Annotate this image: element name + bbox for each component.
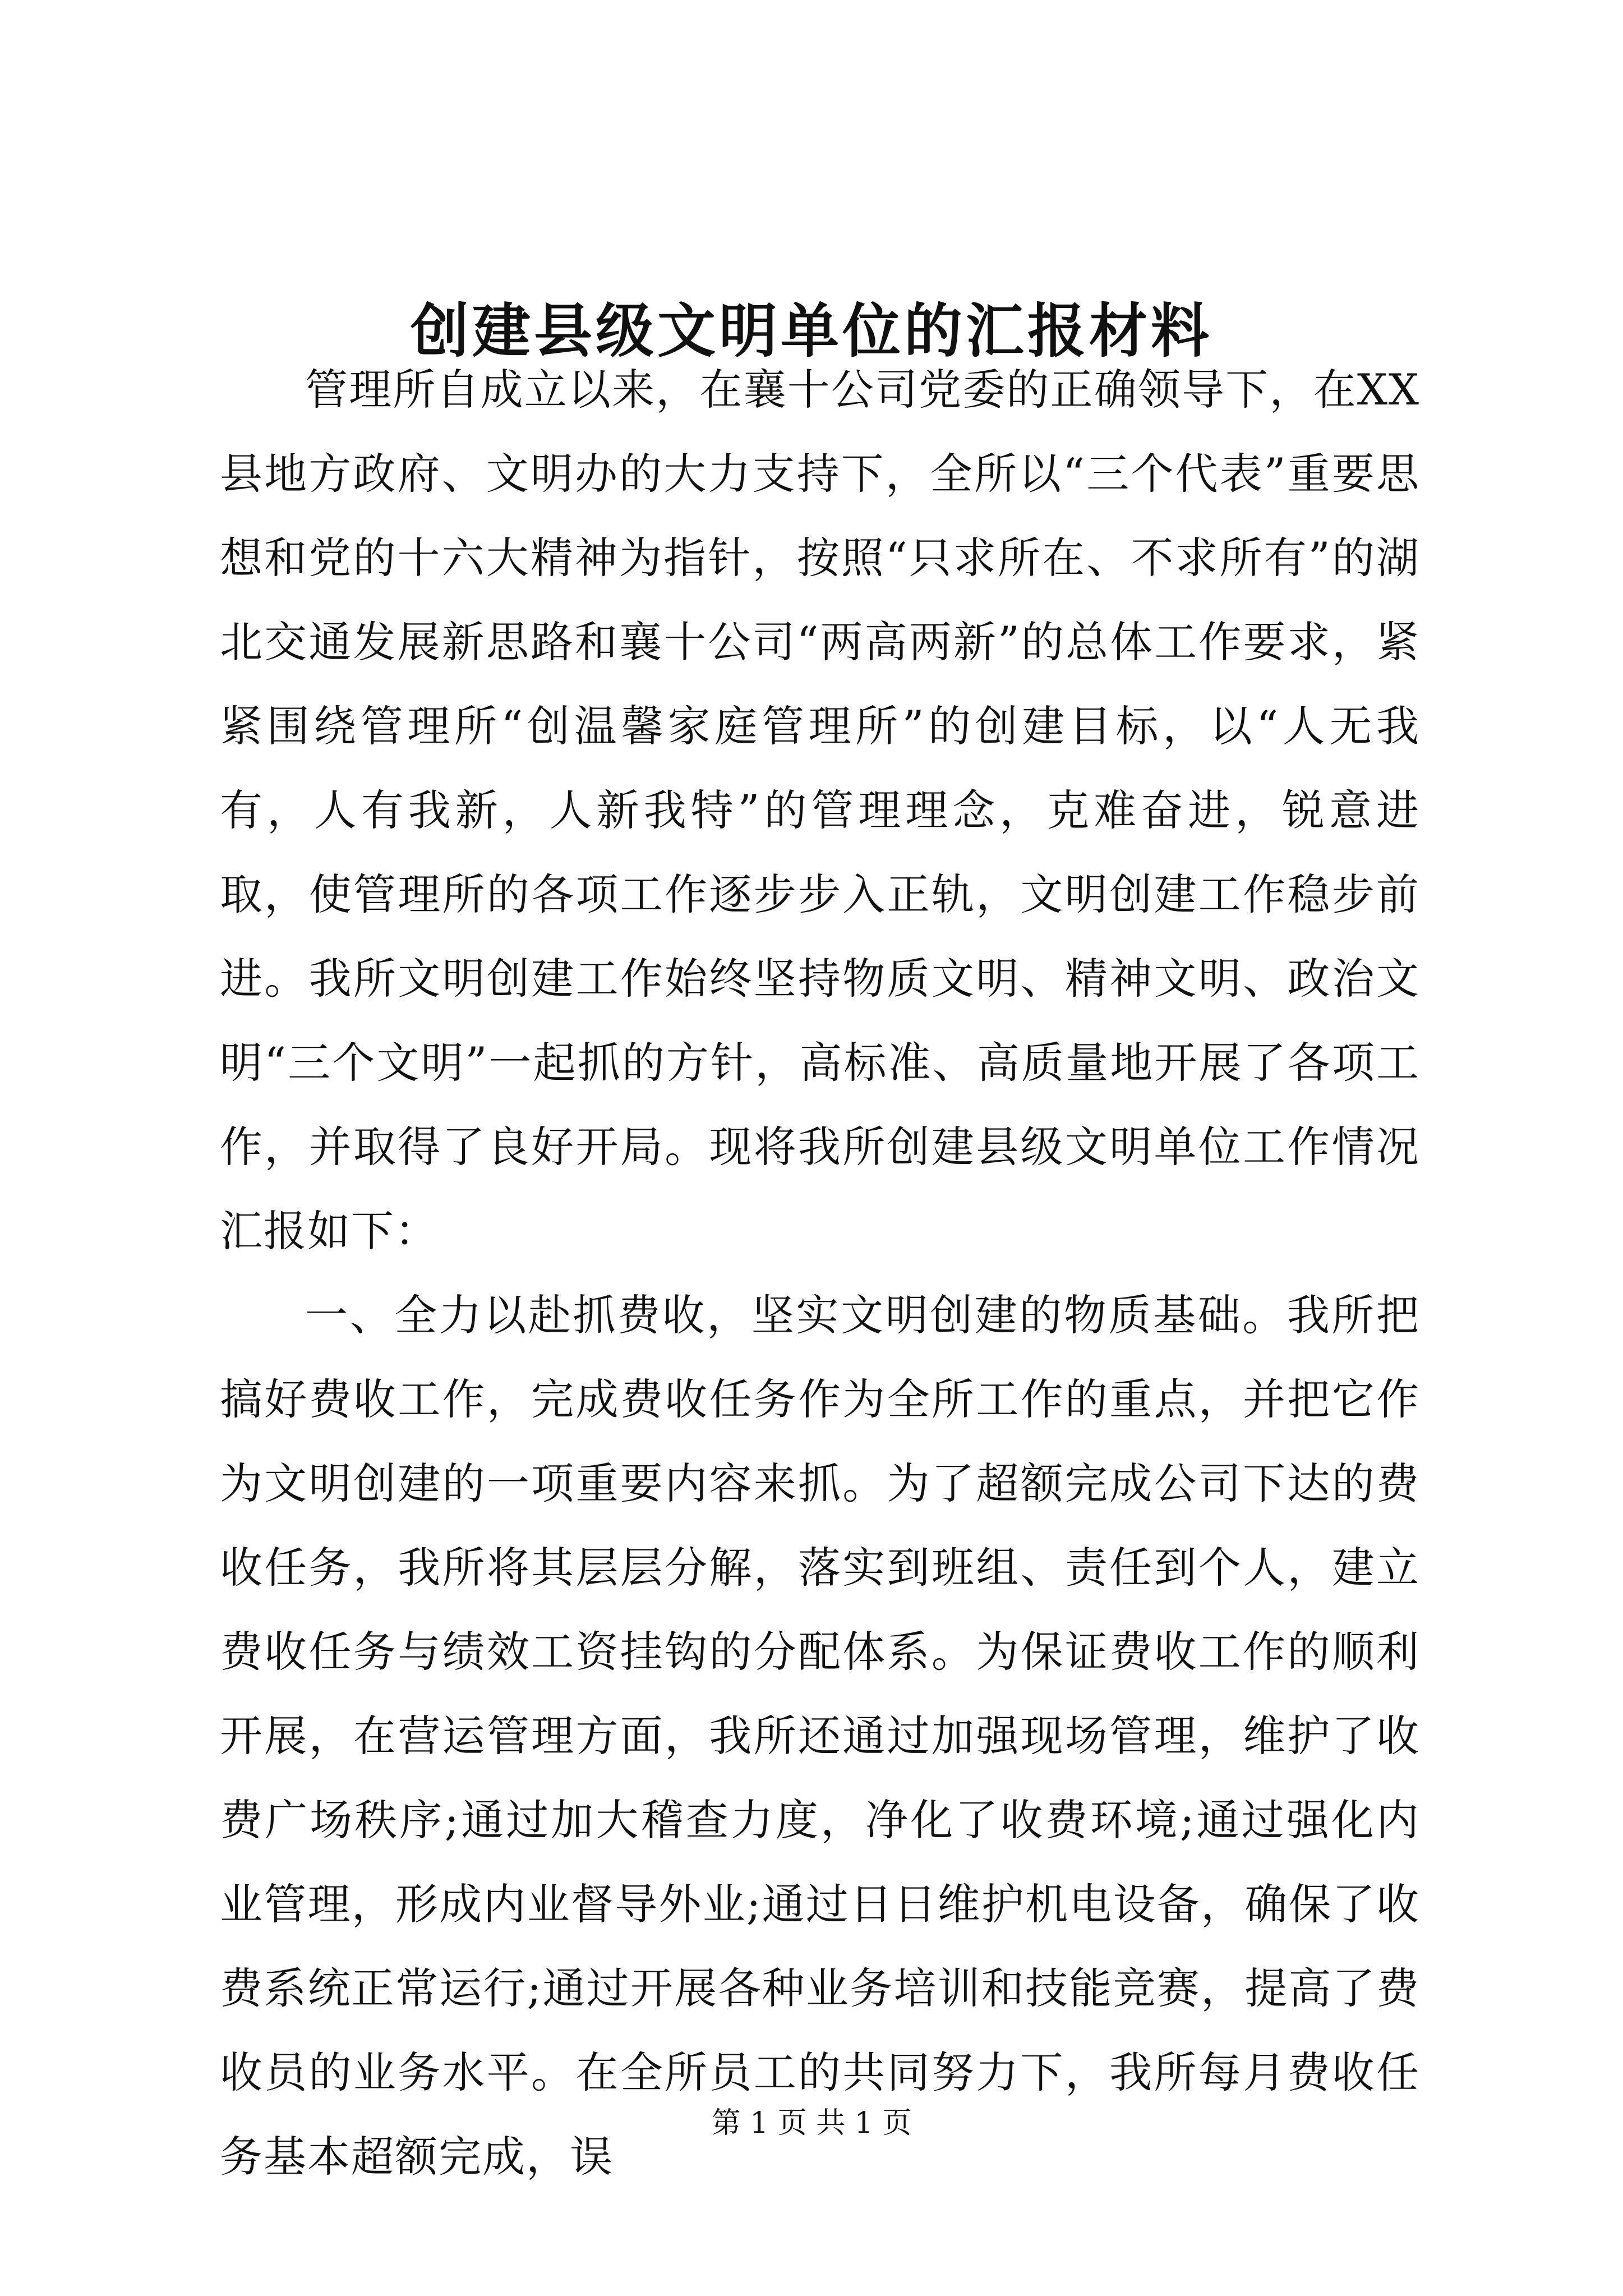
- paragraph-intro: 管理所自成立以来，在襄十公司党委的正确领导下，在XX县地方政府、文明办的大力支持下，全所以“三个代表”重要思想和党的十六大精神为指针，按照“只求所在、不求所有”的湖北交通发展新思路和襄十公司“两高两新”的总体工作要求，紧紧围绕管理所“创温馨家庭管理所”的创建目标，以“人无我有，人有我新，人新我特”的管理理念，克难奋进，锐意进取，使管理所的各项工作逐步步入正轨，文明创建工作稳步前进。我所文明创建工作始终坚持物质文明、精神文明、政治文明“三个文明”一起抓的方针，高标准、高质量地开展了各项工作，并取得了良好开局。现将我所创建县级文明单位工作情况汇报如下：: [220, 365, 1420, 1256]
- document-body: [220, 348, 1420, 2199]
- page-footer: 第 1 页 共 1 页: [711, 2106, 912, 2140]
- paragraph-section-one: 一、全力以赴抓费收，坚实文明创建的物质基础。我所把搞好费收工作，完成费收任务作为全所工作的重点，并把它作为文明创建的一项重要内容来抓。为了超额完成公司下达的费收任务，我所将其层层分解，落实到班组、责任到个人，建立费收任务与绩效工资挂钩的分配体系。为保证费收工作的顺利开展，在营运管理方面，我所还通过加强现场管理，维护了收费广场秩序;通过加大稽查力度，净化了收费环境;通过强化内业管理，形成内业督导外业;通过日日维护机电设备，确保了收费系统正常运行;通过开展各种业务培训和技能竞赛，提高了费收员的业务水平。在全所员工的共同努力下，我所每月费收任务基本超额完成，误: [220, 1290, 1420, 2182]
- document-title: 创建县级文明单位的汇报材料: [410, 296, 1212, 365]
